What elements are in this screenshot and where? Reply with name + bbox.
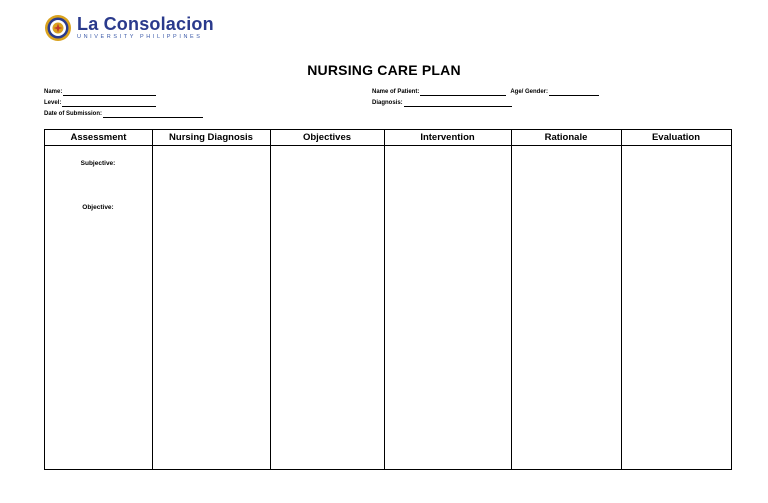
name-of-patient-label: Name of Patient: <box>372 89 420 95</box>
diagnosis-field <box>372 100 512 107</box>
header-assessment: Assessment <box>70 132 127 143</box>
intervention-cell[interactable] <box>385 147 510 469</box>
objective-label: Objective: <box>82 204 114 211</box>
name-of-patient-field <box>372 89 599 96</box>
university-logo <box>44 14 214 42</box>
assessment-cell[interactable] <box>46 147 151 469</box>
name-blank[interactable] <box>63 89 156 96</box>
diagnosis-label: Diagnosis: <box>372 100 403 106</box>
university-seal-icon <box>44 14 72 42</box>
date-of-submission-label: Date of Submission: <box>44 111 103 117</box>
age-gender-label: Age/ Gender: <box>510 89 549 95</box>
objectives-cell[interactable] <box>271 147 383 469</box>
care-plan-table <box>44 129 732 470</box>
page-title: NURSING CARE PLAN <box>307 62 461 78</box>
level-field <box>44 100 156 107</box>
subjective-label: Subjective: <box>80 160 116 167</box>
rationale-cell[interactable] <box>512 147 620 469</box>
date-of-submission-blank[interactable] <box>103 111 203 118</box>
name-label: Name: <box>44 89 63 95</box>
nursing-diagnosis-cell[interactable] <box>153 147 269 469</box>
header-rationale: Rationale <box>544 132 588 143</box>
date-of-submission-field <box>44 111 203 118</box>
name-field <box>44 89 156 96</box>
name-of-patient-blank[interactable] <box>420 89 506 96</box>
header-intervention: Intervention <box>420 132 475 143</box>
level-label: Level: <box>44 100 62 106</box>
level-blank[interactable] <box>62 100 156 107</box>
diagnosis-blank[interactable] <box>404 100 512 107</box>
logo-subtitle: UNIVERSITY PHILIPPINES <box>77 34 203 40</box>
logo-name: La Consolacion <box>77 14 214 34</box>
header-evaluation: Evaluation <box>651 132 701 143</box>
header-objectives: Objectives <box>302 132 352 143</box>
age-gender-blank[interactable] <box>549 89 599 96</box>
header-nursing-diagnosis: Nursing Diagnosis <box>169 132 253 143</box>
evaluation-cell[interactable] <box>622 147 730 469</box>
table-header-row <box>45 130 731 146</box>
